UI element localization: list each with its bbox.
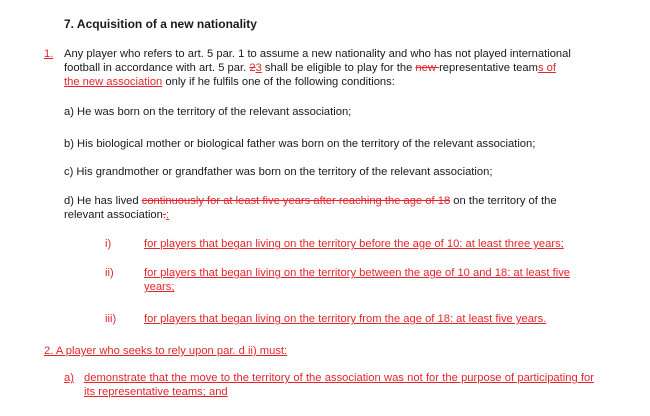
deleted-period: . <box>162 209 166 221</box>
p1-line2c: representative team <box>439 62 538 74</box>
condition-d-post: on the territory of the <box>450 195 557 207</box>
paragraph-1-number: 1. <box>44 48 54 60</box>
paragraph-2: 2. A player who seeks to rely upon par. d ii) must: <box>44 345 288 357</box>
paragraph-1-text <box>64 47 604 89</box>
sub-item-number: ii) <box>105 267 114 279</box>
condition-b: b) His biological mother or biological father was born on the territory of the relevant association; <box>64 138 536 150</box>
condition-d-line2: relevant association <box>64 209 163 221</box>
deleted-article-number: 2 <box>249 62 256 74</box>
p1-line3: only if he fulfils one of the following conditions: <box>162 76 395 88</box>
deleted-word-new: new <box>415 62 440 74</box>
section-heading: 7. Acquisition of a new nationality <box>64 17 257 31</box>
inserted-colon: : <box>166 209 170 221</box>
condition-a: a) He was born on the territory of the relevant association; <box>64 106 352 118</box>
inserted-s-of: s of <box>537 62 556 74</box>
paragraph-2-item-number: a) <box>64 372 74 384</box>
condition-d-pre: d) He has lived <box>64 195 142 207</box>
sub-item-number: iii) <box>105 313 117 325</box>
p1-line2a: football in accordance with art. 5 par. <box>64 62 250 74</box>
paragraph-2-item-text: demonstrate that the move to the territory of the association was not for the purpose of participating for its representative teams; and <box>84 372 594 398</box>
sub-item-text: for players that began living on the territory between the age of 10 and 18: at least five years; <box>144 267 571 293</box>
condition-c: c) His grandmother or grandfather was born on the territory of the relevant association; <box>64 166 493 178</box>
sub-item-number: i) <box>105 238 112 250</box>
condition-d <box>64 194 604 222</box>
p1-line2b: shall be eligible to play for the <box>261 62 416 74</box>
sub-item-text: for players that began living on the territory from the age of 18: at least five years. <box>144 313 547 325</box>
deleted-continuously-clause: continuously for at least five years after reaching the age of 18 <box>141 195 451 207</box>
sub-item-text: for players that began living on the territory before the age of 10: at least three years; <box>144 238 564 250</box>
inserted-new-association: the new association <box>64 76 163 88</box>
p1-line1: Any player who refers to art. 5 par. 1 to assume a new nationality and who has not played international <box>64 48 571 60</box>
inserted-article-number: 3 <box>255 62 262 74</box>
